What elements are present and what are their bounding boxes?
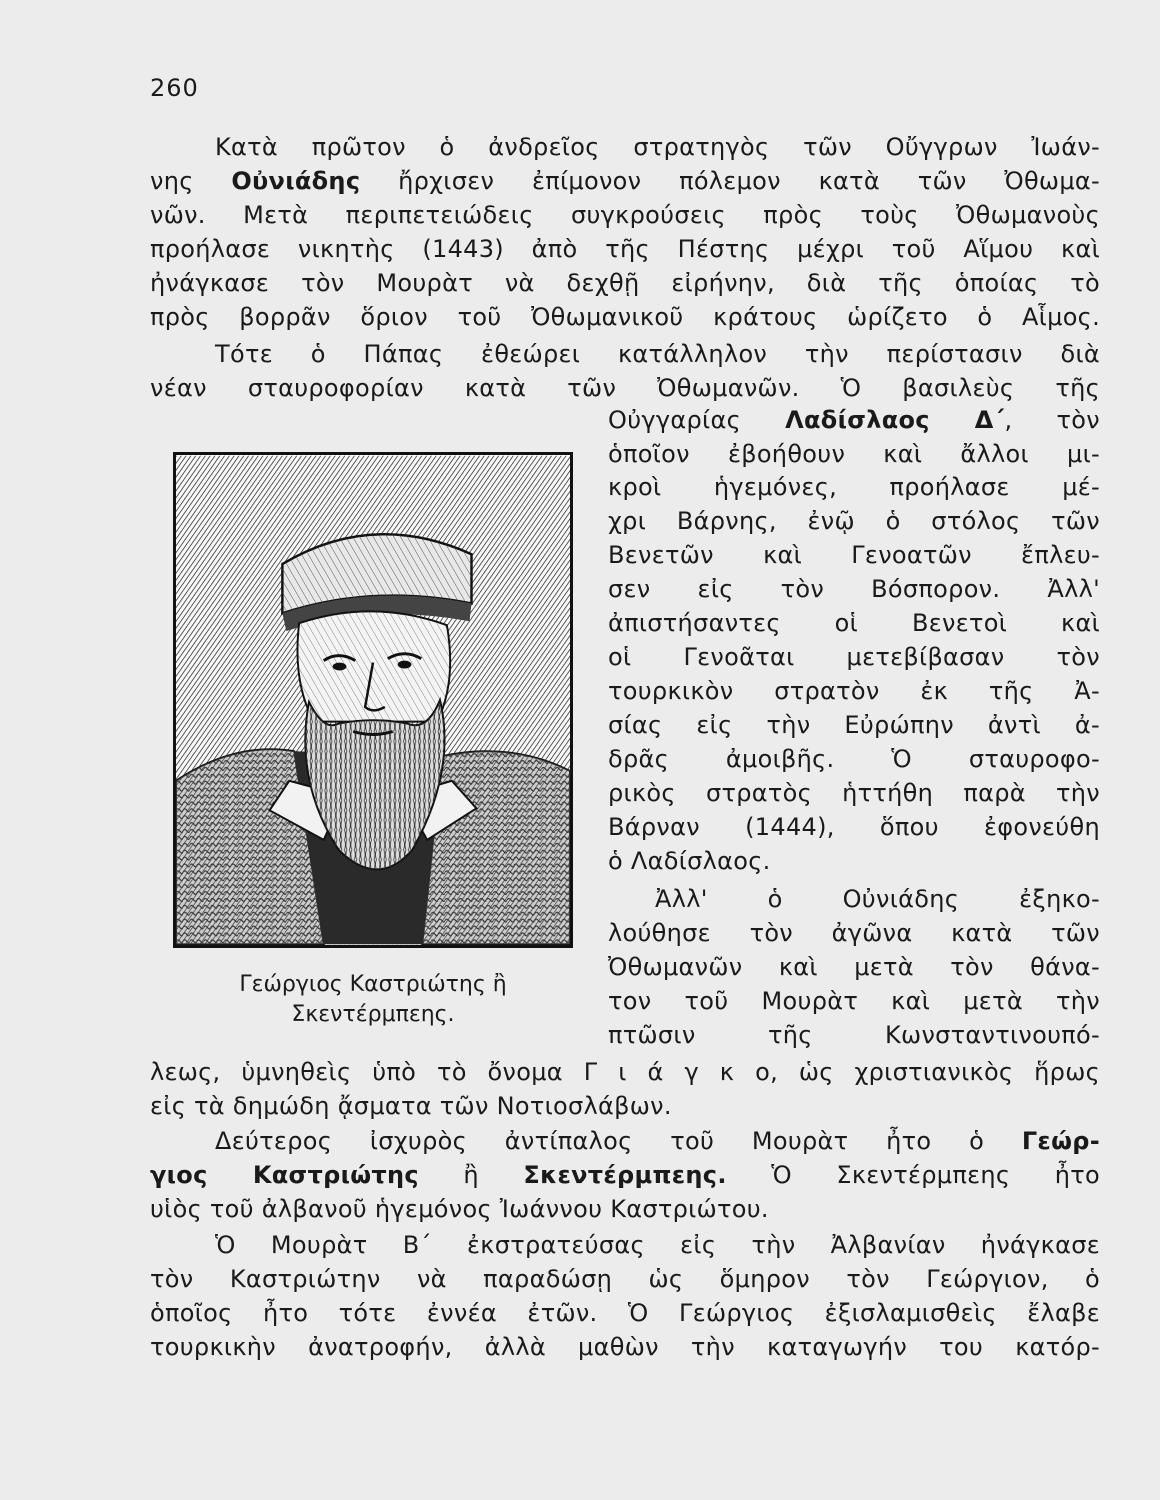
text-line: δρᾶς ἀμοιβῆς. Ὁ σταυροφο- — [608, 745, 1100, 773]
bold-name: γιος Καστριώτης — [150, 1161, 419, 1189]
text-line: ἠνάγκασε τὸν Μουρὰτ νὰ δεχθῇ εἰρήνην, διὰ τῆς ὁποίας τὸ — [150, 269, 1100, 297]
text-line: σίας εἰς τὴν Εὐρώπην ἀντὶ ἀ- — [608, 711, 1100, 739]
text-line: πτῶσιν τῆς Κωνσταντινουπό- — [608, 1021, 1100, 1049]
text-line: Τότε ὁ Πάπας ἐθεώρει κατάλληλον τὴν περίστασιν διὰ — [215, 340, 1100, 368]
bold-name: Γεώρ- — [1021, 1127, 1100, 1155]
figure-caption-line2: Σκεντέρμπεης. — [291, 1002, 455, 1027]
text-line: λεως, ὑμνηθεὶς ὑπὸ τὸ ὄνομα Γ ι ά γ κ ο, ὡς χριστιανικὸς ἥρως — [150, 1058, 1100, 1086]
text-line: Ἀλλ' ὁ Οὐνιάδης ἐξηκο- — [655, 885, 1100, 913]
page-number: 260 — [150, 74, 199, 102]
text-line: τὸν Καστριώτην νὰ παραδώσῃ ὡς ὅμηρον τὸν Γεώργιον, ὁ — [150, 1265, 1100, 1293]
text-line: Βενετῶν καὶ Γενοατῶν ἔπλευ- — [608, 541, 1100, 569]
text-line: λούθησε τὸν ἀγῶνα κατὰ τῶν — [608, 919, 1100, 947]
text-line: πρὸς βορρᾶν ὅριον τοῦ Ὀθωμανικοῦ κράτους ὡρίζετο ὁ Αἷμος. — [150, 303, 1100, 331]
text-line: νέαν σταυροφορίαν κατὰ τῶν Ὀθωμανῶν. Ὁ βασιλεὺς τῆς — [150, 374, 1100, 402]
text-line: χρι Βάρνης, ἐνῷ ὁ στόλος τῶν — [608, 507, 1100, 535]
text-line: γιος Καστριώτης ἢ Σκεντέρμπεης. Ὁ Σκεντέρμπεης ἦτο — [150, 1161, 1101, 1189]
text-line: εἰς τὰ δημώδη ᾄσματα τῶν Νοτιοσλάβων. — [150, 1092, 672, 1120]
text-line: νῶν. Μετὰ περιπετειώδεις συγκρούσεις πρὸς τοὺς Ὀθωμανοὺς — [150, 201, 1100, 229]
figure-caption-line1: Γεώργιος Καστριώτης ἢ — [239, 972, 507, 997]
bold-name: Λαδίσλαος Δ΄ — [785, 406, 1005, 434]
text-line: τον τοῦ Μουρὰτ καὶ μετὰ τὴν — [608, 987, 1100, 1015]
text-line: Δεύτερος ἰσχυρὸς ἀντίπαλος τοῦ Μουρὰτ ἦτο ὁ Γεώρ- — [215, 1127, 1100, 1155]
text-line: προήλασε νικητὴς (1443) ἀπὸ τῆς Πέστης μέχρι τοῦ Αἵμου καὶ — [150, 235, 1100, 263]
bold-name: Σκεντέρμπεης. — [523, 1161, 727, 1189]
text-line: Βάρναν (1444), ὅπου ἐφονεύθη — [608, 813, 1100, 841]
text-line: οἱ Γενοᾶται μετεβίβασαν τὸν — [608, 643, 1100, 671]
text-line: Οὐγγαρίας Λαδίσλαος Δ΄, τὸν — [608, 406, 1100, 434]
text-line: ἀπιστήσαντες οἱ Βενετοὶ καὶ — [608, 609, 1100, 637]
text-line: υἱὸς τοῦ ἀλβανοῦ ἡγεμόνος Ἰωάννου Καστριώτου. — [150, 1195, 769, 1223]
text-line: κροὶ ἡγεμόνες, προήλασε μέ- — [608, 473, 1100, 501]
text-line: τουρκικὴν ἀνατροφήν, ἀλλὰ μαθὼν τὴν καταγωγήν του κατόρ- — [150, 1333, 1100, 1361]
text-line: ὁ Λαδίσλαος. — [608, 847, 771, 875]
text-line: Ὀθωμανῶν καὶ μετὰ τὸν θάνα- — [608, 953, 1100, 981]
portrait-figure — [173, 452, 573, 948]
text-line: τουρκικὸν στρατὸν ἐκ τῆς Ἀ- — [608, 677, 1100, 705]
text-line: ὁποῖον ἐβοήθουν καὶ ἄλλοι μι- — [608, 440, 1100, 468]
text-line: Κατὰ πρῶτον ὁ ἀνδρεῖος στρατηγὸς τῶν Οὔγγρων Ἰωάν- — [215, 133, 1100, 161]
text-line: Ὁ Μουρὰτ Β΄ ἐκστρατεύσας εἰς τὴν Ἀλβανίαν ἠνάγκασε — [215, 1231, 1100, 1259]
text-line: ὁποῖος ἦτο τότε ἐννέα ἐτῶν. Ὁ Γεώργιος ἐξισλαμισθεὶς ἔλαβε — [150, 1299, 1100, 1327]
text-line: σεν εἰς τὸν Βόσπορον. Ἀλλ' — [608, 575, 1100, 603]
text-line: νης Οὐνιάδης ἤρχισεν ἐπίμονον πόλεμον κατὰ τῶν Ὀθωμα- — [150, 167, 1100, 195]
bold-name: Οὐνιάδης — [231, 167, 361, 195]
portrait-engraving — [176, 455, 570, 945]
text-line: ρικὸς στρατὸς ἡττήθη παρὰ τὴν — [608, 779, 1100, 807]
